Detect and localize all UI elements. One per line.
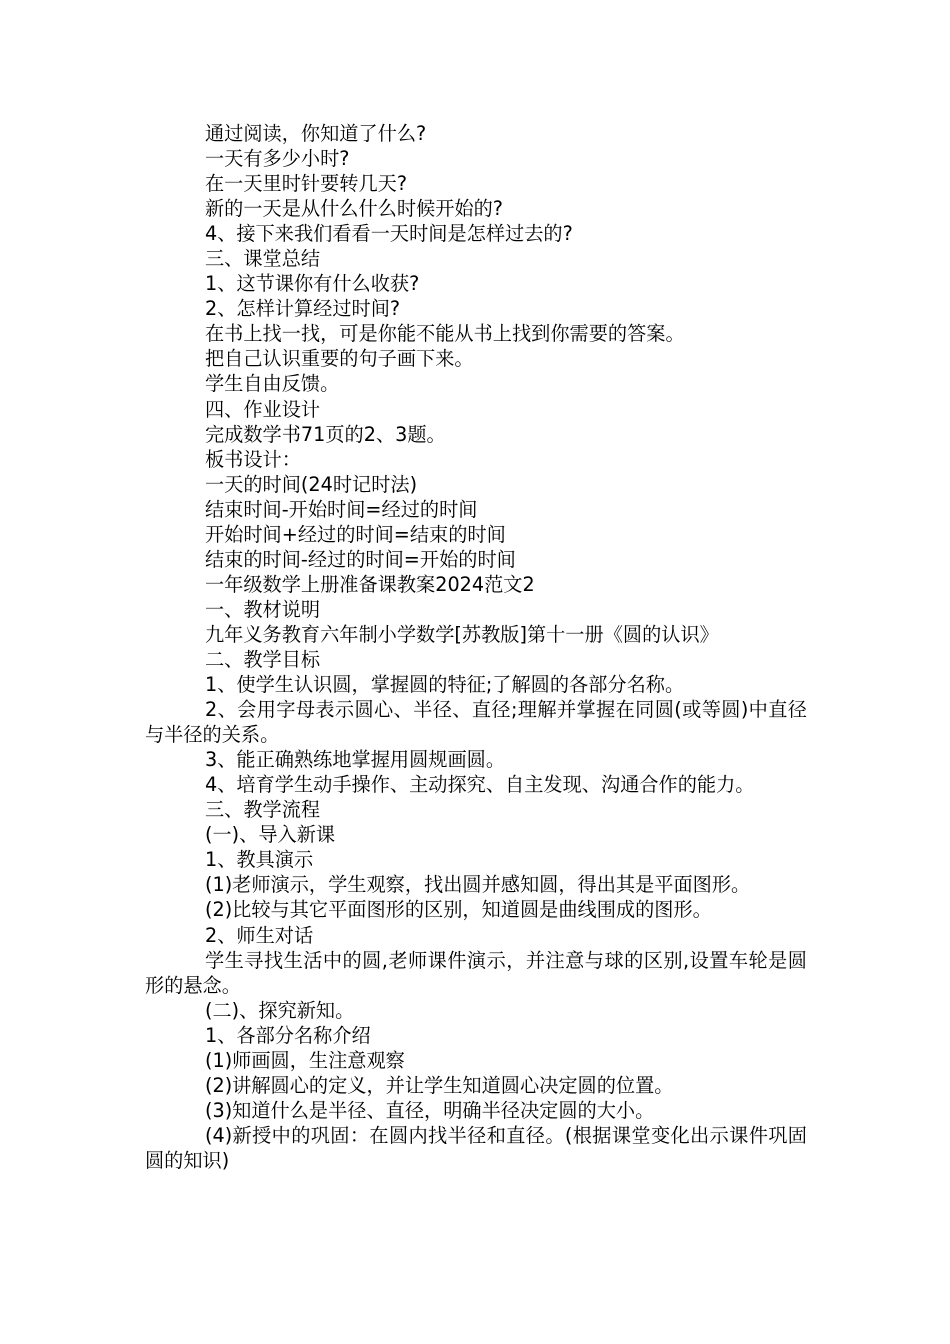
paragraph: 2、怎样计算经过时间? [205, 297, 401, 321]
paragraph: 4、培育学生动手操作、主动探究、自主发现、沟通合作的能力。 [205, 773, 755, 797]
paragraph: 1、教具演示 [205, 848, 314, 872]
paragraph: 开始时间+经过的时间=结束的时间 [205, 522, 506, 546]
paragraph: (一)、导入新课 [205, 823, 336, 847]
section-heading: 二、教学目标 [205, 647, 321, 671]
document-body [145, 121, 807, 1173]
paragraph: 结束时间-开始时间=经过的时间 [205, 497, 478, 521]
paragraph: (1)师画圆，生注意观察 [205, 1048, 405, 1072]
paragraph: 把自己认识重要的句子画下来。 [205, 347, 474, 371]
paragraph: 板书设计： [205, 447, 301, 471]
paragraph: (1)老师演示，学生观察，找出圆并感知圆，得出其是平面图形。 [205, 873, 751, 897]
paragraph: 1、各部分名称介绍 [205, 1023, 371, 1047]
paragraph: (二)、探究新知。 [205, 998, 355, 1022]
paragraph: 九年义务教育六年制小学数学[苏教版]第十一册《圆的认识》 [205, 622, 719, 646]
section-heading: 四、作业设计 [205, 397, 321, 421]
paragraph: 一天有多少小时? [205, 147, 350, 171]
section-heading: 三、教学流程 [205, 798, 321, 822]
paragraph: 一天的时间(24时记时法) [205, 472, 418, 496]
paragraph: 结束的时间-经过的时间=开始的时间 [205, 547, 516, 571]
paragraph: 2、师生对话 [205, 923, 314, 947]
document-title: 一年级数学上册准备课教案2024范文2 [205, 572, 535, 596]
paragraph: 2、会用字母表示圆心、半径、直径;理解并掌握在同圆(或等圆)中直径与半径的关系。 [145, 698, 807, 747]
paragraph: 学生自由反馈。 [205, 372, 340, 396]
paragraph: (2)比较与其它平面图形的区别，知道圆是曲线围成的图形。 [205, 898, 712, 922]
paragraph: 1、使学生认识圆，掌握圆的特征;了解圆的各部分名称。 [205, 673, 685, 697]
paragraph: 4、接下来我们看看一天时间是怎样过去的? [205, 222, 573, 246]
paragraph: 新的一天是从什么什么时候开始的? [205, 197, 503, 221]
paragraph: 3、能正确熟练地掌握用圆规画圆。 [205, 748, 506, 772]
section-heading: 三、课堂总结 [205, 247, 321, 271]
paragraph: 在书上找一找，可是你能不能从书上找到你需要的答案。 [205, 322, 685, 346]
paragraph: 学生寻找生活中的圆,老师课件演示，并注意与球的区别,设置车轮是圆形的悬念。 [145, 948, 807, 997]
paragraph: 通过阅读，你知道了什么? [205, 122, 427, 145]
paragraph: 完成数学书71页的2、3题。 [205, 422, 446, 446]
paragraph: (3)知道什么是半径、直径，明确半径决定圆的大小。 [205, 1098, 655, 1122]
paragraph: (2)讲解圆心的定义，并让学生知道圆心决定圆的位置。 [205, 1073, 674, 1097]
paragraph: 1、这节课你有什么收获? [205, 272, 420, 296]
paragraph: 在一天里时针要转几天? [205, 172, 408, 196]
paragraph: (4)新授中的巩固：在圆内找半径和直径。(根据课堂变化出示课件巩固圆的知识) [145, 1123, 807, 1172]
section-heading: 一、教材说明 [205, 597, 321, 621]
